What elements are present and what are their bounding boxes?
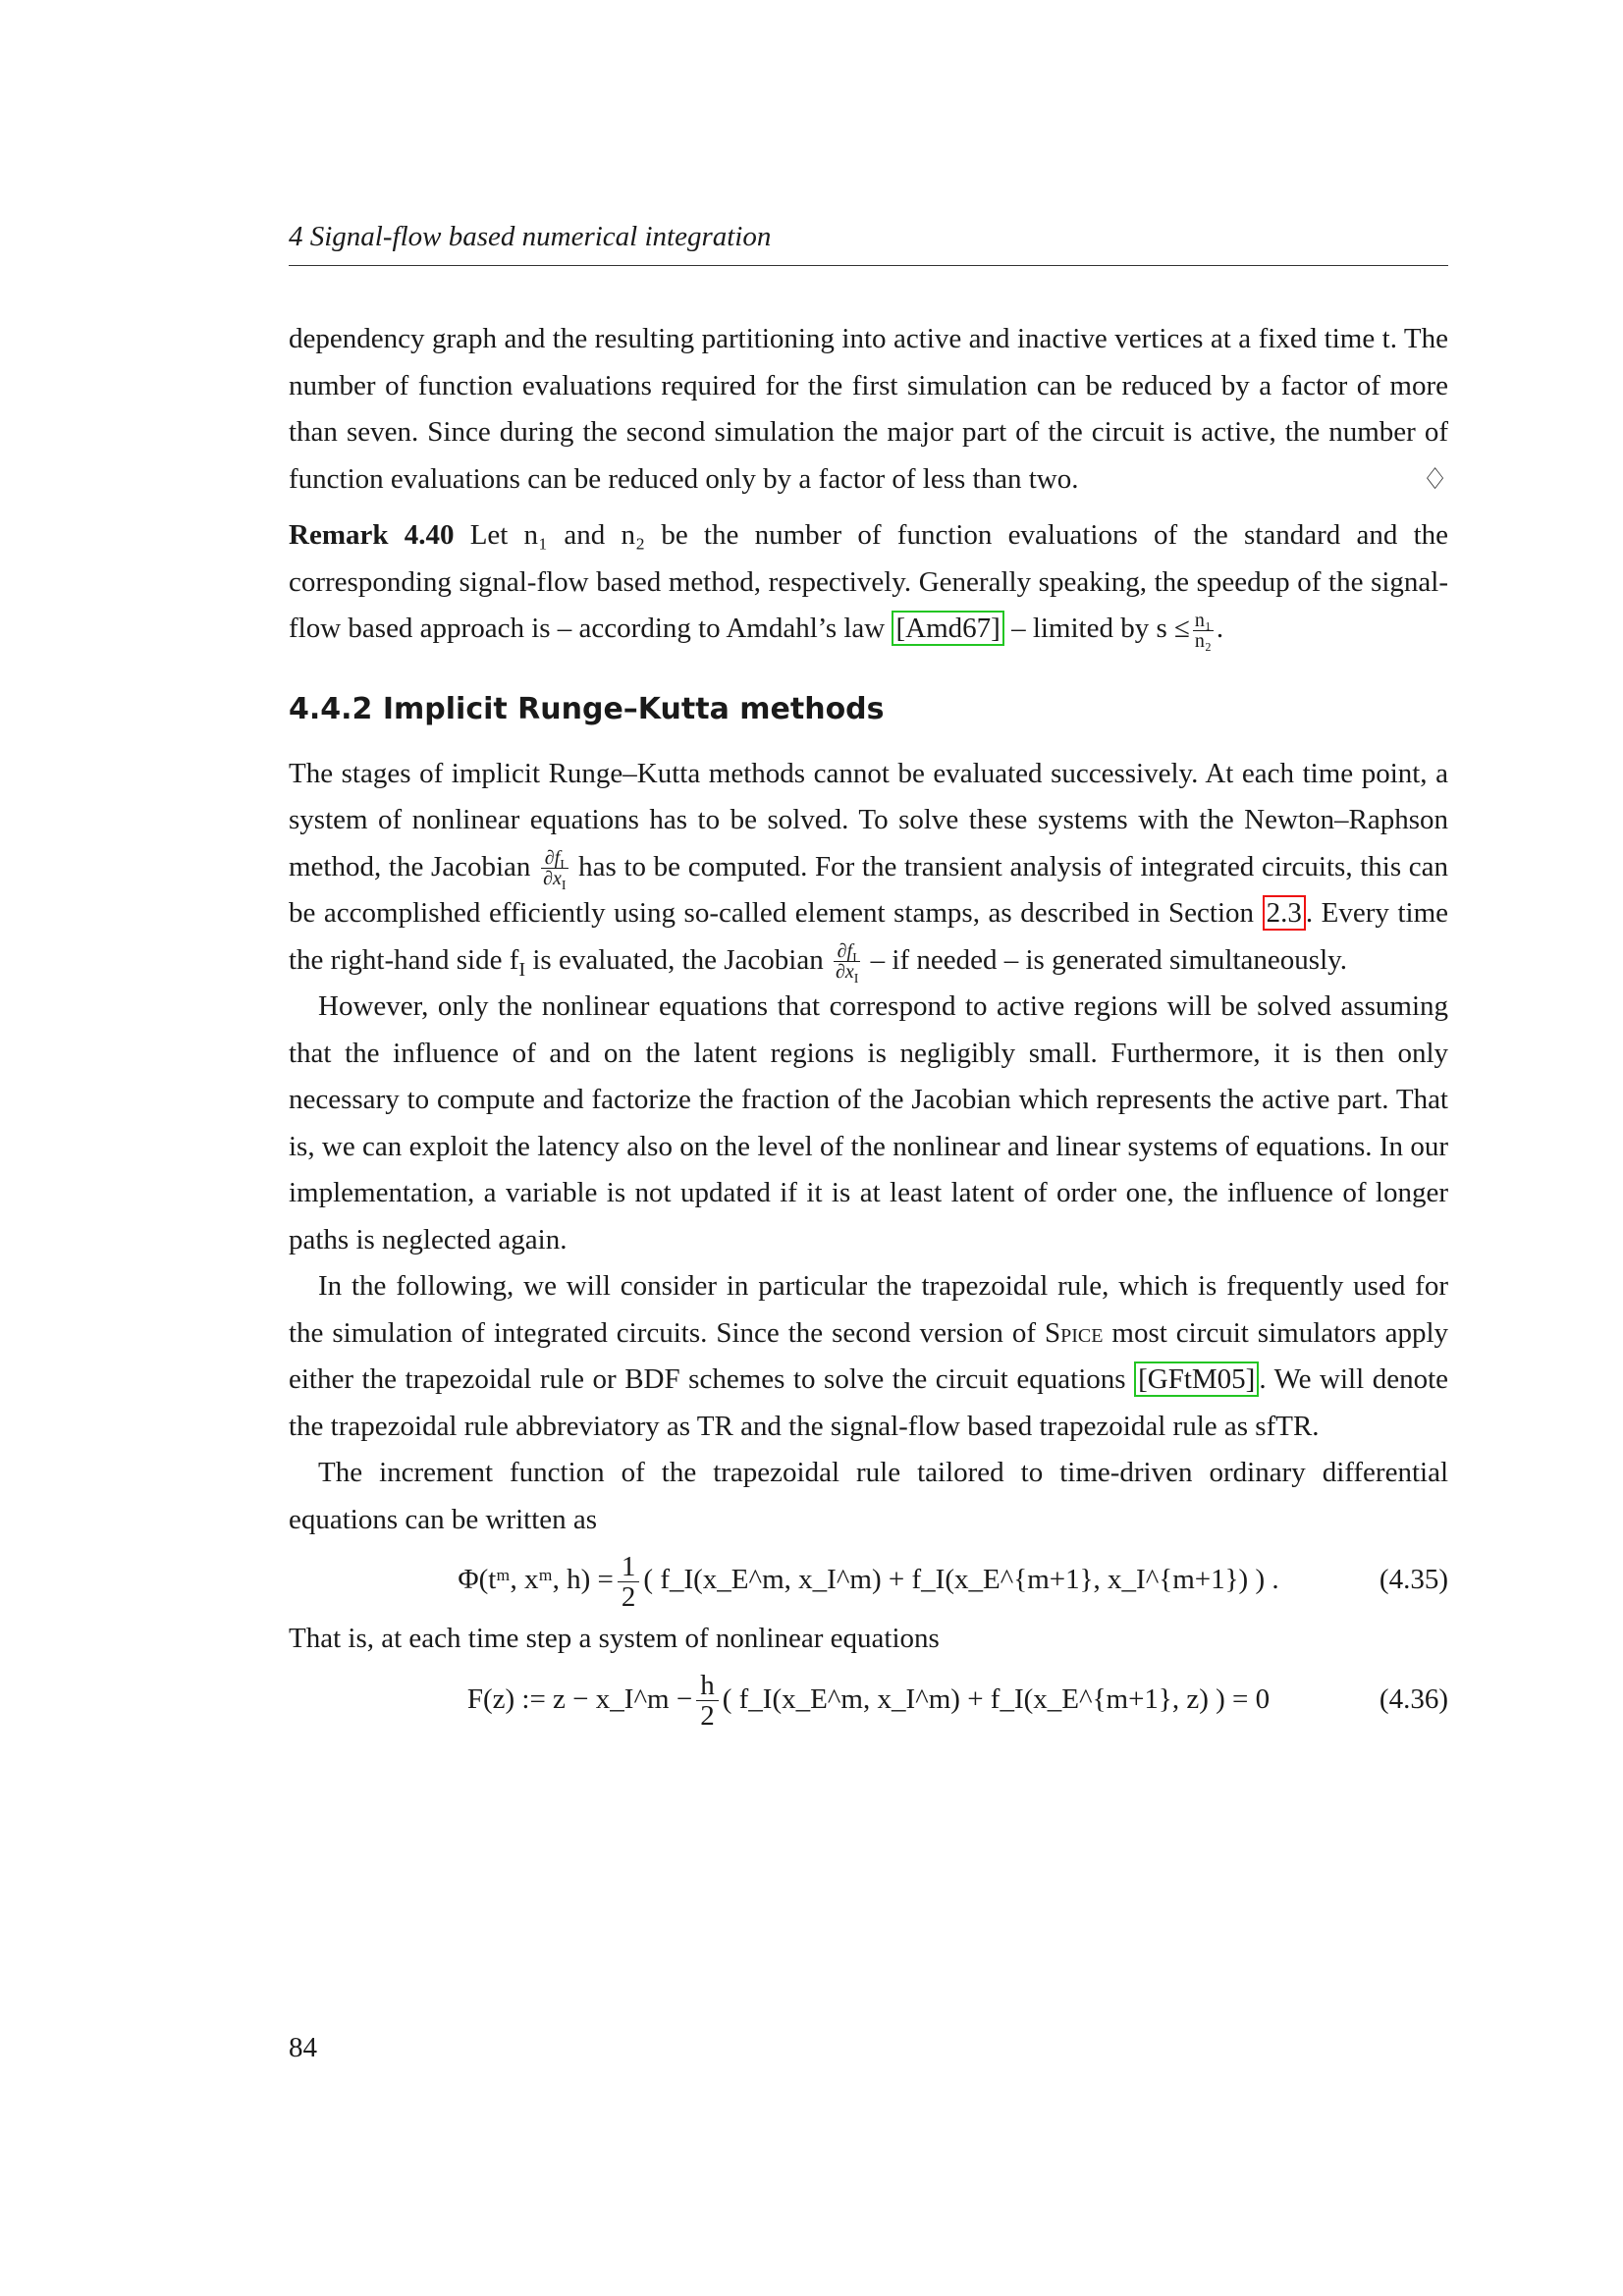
jacobian-denominator-text: ∂x [543,868,562,890]
remark-title: Remark 4.40 [289,519,455,551]
spice-name: Spice [1045,1316,1104,1349]
jacobian-2-numerator-sub: I [852,951,857,967]
equation-4-35-body [289,1543,1448,1616]
end-of-example-diamond-icon: ♢ [1422,462,1448,496]
paragraph-4 [289,1263,1448,1450]
equation-4-35-fraction-numerator: 1 [618,1552,640,1582]
jacobian-numerator-text: ∂f [544,847,561,870]
equation-4-35 [289,1543,1448,1616]
equation-4-36-lhs: F(z) := z − x_I^m − [466,1682,693,1715]
jacobian-2-denominator-sub: I [853,972,859,988]
jacobian-2-denominator-text: ∂x [835,961,854,984]
paragraph-5: The increment function of the trapezoidal rule tailored to time-driven ordinary differential equations can be written as [289,1457,1448,1535]
jacobian-2-numerator-text: ∂f [837,940,853,963]
running-header: 4 Signal-flow based numerical integration [289,221,772,252]
equation-4-36-rhs: ( f_I(x_E^m, x_I^m) + f_I(x_E^{m+1}, z) ) = 0 [722,1682,1271,1715]
equation-4-35-rhs: ( f_I(x_E^m, x_I^m) + f_I(x_E^{m+1}, x_I^{m+1}) ) . [643,1564,1279,1595]
paragraph-6: That is, at each time step a system of nonlinear equations [289,1623,940,1654]
paragraph-4-text-c: . We will denote the trapezoidal rule abbreviatory as TR and the signal-flow based trapezoidal rule as sfTR. [289,1363,1449,1442]
citation-amd67-link[interactable]: [Amd67] [892,611,1003,646]
jacobian-fraction-2 [834,940,860,988]
jacobian-denominator [541,868,568,894]
section-heading: 4.4.2 Implicit Runge–Kutta methods [289,691,885,726]
speedup-fraction [1193,611,1214,651]
jacobian-2-numerator [834,940,860,967]
speedup-fraction-denominator: n₂ [1194,629,1212,652]
jacobian-numerator [541,847,568,874]
jacobian-fraction [541,847,568,894]
remark-end: . [1216,613,1224,644]
paragraph-2-text-d: is evaluated, the Jacobian [532,943,824,976]
equation-number-4-36: (4.36) [1379,1682,1448,1715]
remark-text-a: Let n₁ and n₂ be the number of function evaluations of the standard and the corresponding signal-flow based method, respectively. Generally speaking, the speedup of the signal-flow based approach is – according to Amdahl’s law [289,519,1448,644]
equation-4-35-lhs: Φ(tᵐ, xᵐ, h) = [458,1564,614,1595]
equation-4-35-fraction [618,1552,640,1612]
paragraph-1-text: dependency graph and the resulting partitioning into active and inactive vertices at a fixed time t. The number of function evaluations required for the first simulation can be reduced by a factor of more than seven. Since during the second simulation the major part of the circuit is active, the number of function evaluations can be reduced only by a factor of less than two. [289,323,1448,495]
paragraph-2 [289,751,1449,988]
jacobian-numerator-sub: I [560,858,565,874]
paragraph-3: However, only the nonlinear equations that correspond to active regions will be solved assuming that the influence of and on the latent regions is negligibly small. Furthermore, it is then only necessary to compute and factorize the fraction of the Jacobian which represents the active part. That is, we can exploit the latency also on the level of the nonlinear and linear systems of equations. In our implementation, a variable is not updated if it is at least latent of order one, the influence of longer paths is neglected again. [289,990,1448,1255]
paragraph-4-text-b: most circuit simulators apply either the trapezoidal rule or BDF schemes to solve the circuit equations [289,1316,1449,1395]
paragraph-2-text-a: The stages of implicit Runge–Kutta methods cannot be evaluated successively. At each time point, a system of nonlinear equations has to be solved. To solve these systems with the Newton–Raphson method, the Jacobian [289,757,1448,882]
paragraph-2-text-c-sub: I [518,958,526,981]
paragraph-2-text-e: – if needed – is generated simultaneously. [870,943,1347,976]
equation-number-4-35: (4.35) [1379,1564,1448,1595]
page-number: 84 [289,2032,317,2063]
jacobian-2-denominator [834,961,860,988]
equation-4-36-fraction [696,1671,719,1731]
remark-text-b: – limited by s ≤ [1011,613,1190,644]
paragraph-1 [289,316,1448,503]
remark-4-40 [289,512,1448,653]
citation-gftm05-link[interactable]: [GFtM05] [1134,1362,1259,1397]
equation-4-36-fraction-numerator: h [696,1671,719,1701]
body-text [289,316,1448,1735]
equation-4-36 [289,1663,1448,1735]
equation-4-35-fraction-denominator: 2 [621,1580,636,1613]
equation-4-36-fraction-denominator: 2 [700,1700,715,1733]
header-rule [289,265,1448,266]
equation-4-36-body [289,1663,1448,1735]
jacobian-denominator-sub: I [561,879,567,894]
speedup-fraction-numerator: n₁ [1194,609,1212,631]
section-2-3-link[interactable]: 2.3 [1263,895,1306,931]
paragraph-2-text-b: has to be computed. For the transient analysis of integrated circuits, this can be accomplished efficiently using so-called element stamps, as described in Section [289,850,1449,929]
paragraph-4-text-a: In the following, we will consider in particular the trapezoidal rule, which is frequently used for the simulation of integrated circuits. Since the second version of [289,1270,1448,1349]
paragraph-2-text-c: . Every time the right-hand side f [289,897,1449,976]
